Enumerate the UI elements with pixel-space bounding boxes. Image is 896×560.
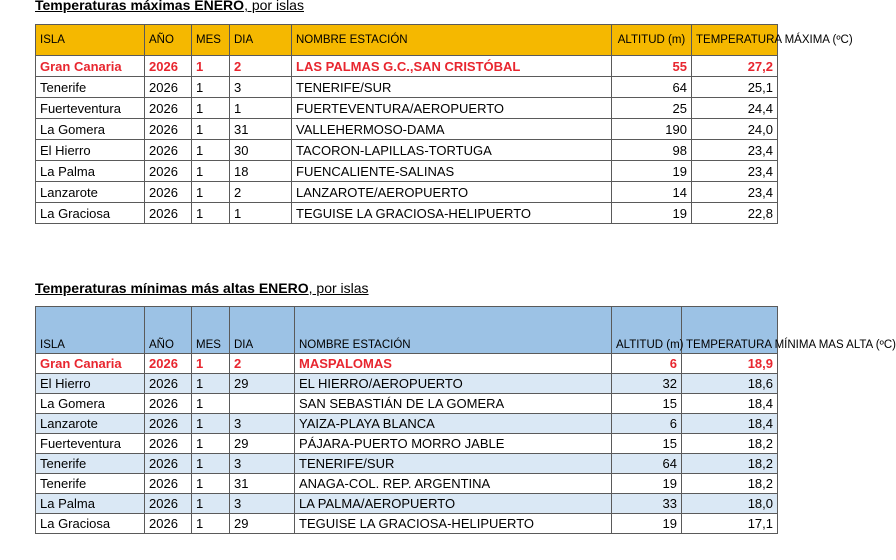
cell-anio: 2026: [145, 77, 192, 98]
cell-estacion: VALLEHERMOSO-DAMA: [292, 119, 612, 140]
table-row: [36, 77, 778, 98]
min-temps-header-row: [36, 307, 778, 354]
cell-anio: 2026: [145, 119, 192, 140]
cell-temperatura: 18,4: [682, 394, 778, 414]
cell-temperatura: 23,4: [692, 182, 778, 203]
cell-estacion: TENERIFE/SUR: [292, 77, 612, 98]
table-row: [36, 514, 778, 534]
cell-dia: 3: [230, 454, 295, 474]
cell-isla: El Hierro: [36, 140, 145, 161]
cell-mes: 1: [192, 414, 230, 434]
cell-temperatura: 23,4: [692, 140, 778, 161]
cell-mes: 1: [192, 98, 230, 119]
cell-isla: Tenerife: [36, 474, 145, 494]
cell-mes: 1: [192, 434, 230, 454]
cell-anio: 2026: [145, 434, 192, 454]
min-temps-table: [35, 306, 896, 534]
header-altitud: ALTITUD (m): [612, 307, 682, 354]
cell-estacion: SAN SEBASTIÁN DE LA GOMERA: [295, 394, 612, 414]
cell-mes: 1: [192, 494, 230, 514]
table-row: [36, 494, 778, 514]
table-row: [36, 394, 778, 414]
min-temps-title-rest: , por islas: [308, 280, 369, 296]
cell-mes: 1: [192, 354, 230, 374]
cell-temperatura: 17,1: [682, 514, 778, 534]
cell-isla: La Graciosa: [36, 514, 145, 534]
cell-temperatura: 23,4: [692, 161, 778, 182]
cell-temperatura: 25,1: [692, 77, 778, 98]
cell-mes: 1: [192, 454, 230, 474]
header-mes: MES: [192, 25, 230, 56]
cell-isla: Tenerife: [36, 454, 145, 474]
cell-anio: 2026: [145, 514, 192, 534]
cell-dia: 2: [230, 182, 292, 203]
cell-altitud: 19: [612, 474, 682, 494]
cell-estacion: PÁJARA-PUERTO MORRO JABLE: [295, 434, 612, 454]
cell-temperatura: 18,9: [682, 354, 778, 374]
cell-dia: 29: [230, 514, 295, 534]
header-isla: ISLA: [36, 307, 145, 354]
cell-temperatura: 18,6: [682, 374, 778, 394]
cell-isla: Fuerteventura: [36, 434, 145, 454]
table-row: [36, 434, 778, 454]
cell-temperatura: 24,4: [692, 98, 778, 119]
table-row: [36, 354, 778, 374]
cell-dia: 29: [230, 434, 295, 454]
cell-dia: 1: [230, 98, 292, 119]
header-altitud: ALTITUD (m): [612, 25, 692, 56]
cell-dia: 18: [230, 161, 292, 182]
table-row: [36, 98, 778, 119]
cell-isla: La Graciosa: [36, 203, 145, 224]
cell-anio: 2026: [145, 161, 192, 182]
cell-altitud: 64: [612, 454, 682, 474]
cell-anio: 2026: [145, 394, 192, 414]
cell-altitud: 25: [612, 98, 692, 119]
cell-dia: 3: [230, 77, 292, 98]
cell-mes: 1: [192, 474, 230, 494]
cell-isla: La Palma: [36, 494, 145, 514]
cell-temperatura: 18,0: [682, 494, 778, 514]
cell-temperatura: 18,4: [682, 414, 778, 434]
cell-estacion: TACORON-LAPILLAS-TORTUGA: [292, 140, 612, 161]
cell-mes: 1: [192, 514, 230, 534]
cell-estacion: FUENCALIENTE-SALINAS: [292, 161, 612, 182]
cell-mes: 1: [192, 203, 230, 224]
cell-anio: 2026: [145, 182, 192, 203]
table-row: [36, 454, 778, 474]
cell-estacion: MASPALOMAS: [295, 354, 612, 374]
cell-altitud: 32: [612, 374, 682, 394]
cell-anio: 2026: [145, 474, 192, 494]
cell-altitud: 14: [612, 182, 692, 203]
cell-dia: 3: [230, 414, 295, 434]
cell-altitud: 19: [612, 203, 692, 224]
cell-altitud: 64: [612, 77, 692, 98]
cell-isla: La Gomera: [36, 394, 145, 414]
table-row: [36, 140, 778, 161]
cell-estacion: LA PALMA/AEROPUERTO: [295, 494, 612, 514]
table-row: [36, 374, 778, 394]
header-dia: DIA: [230, 25, 292, 56]
cell-mes: 1: [192, 77, 230, 98]
cell-isla: Lanzarote: [36, 182, 145, 203]
table-row: [36, 56, 778, 77]
min-temps-body: [36, 354, 778, 534]
header-isla: ISLA: [36, 25, 145, 56]
cell-isla: La Gomera: [36, 119, 145, 140]
cell-mes: 1: [192, 119, 230, 140]
cell-mes: 1: [192, 140, 230, 161]
cell-altitud: 15: [612, 394, 682, 414]
cell-dia: 30: [230, 140, 292, 161]
table-row: [36, 182, 778, 203]
cell-altitud: 19: [612, 161, 692, 182]
header-temperatura: TEMPERATURA MÍNIMA MAS ALTA (ºC): [682, 307, 778, 354]
cell-isla: Tenerife: [36, 77, 145, 98]
table-row: [36, 474, 778, 494]
header-estacion: NOMBRE ESTACIÓN: [295, 307, 612, 354]
cell-altitud: 15: [612, 434, 682, 454]
header-temperatura: TEMPERATURA MÁXIMA (ºC): [692, 25, 778, 56]
cell-estacion: YAIZA-PLAYA BLANCA: [295, 414, 612, 434]
cell-estacion: FUERTEVENTURA/AEROPUERTO: [292, 98, 612, 119]
cell-estacion: TEGUISE LA GRACIOSA-HELIPUERTO: [292, 203, 612, 224]
cell-dia: 31: [230, 119, 292, 140]
cell-anio: 2026: [145, 374, 192, 394]
cell-dia: 1: [230, 203, 292, 224]
cell-anio: 2026: [145, 414, 192, 434]
cell-altitud: 33: [612, 494, 682, 514]
cell-anio: 2026: [145, 56, 192, 77]
cell-dia: 2: [230, 56, 292, 77]
cell-isla: Gran Canaria: [36, 56, 145, 77]
cell-estacion: LANZAROTE/AEROPUERTO: [292, 182, 612, 203]
cell-dia: 2: [230, 354, 295, 374]
table-row: [36, 119, 778, 140]
header-dia: DIA: [230, 307, 295, 354]
cell-estacion: TENERIFE/SUR: [295, 454, 612, 474]
cell-altitud: 6: [612, 354, 682, 374]
max-temps-table: [35, 24, 853, 224]
cell-anio: 2026: [145, 354, 192, 374]
header-anio: AÑO: [145, 25, 192, 56]
cell-dia: 29: [230, 374, 295, 394]
cell-mes: 1: [192, 161, 230, 182]
cell-isla: La Palma: [36, 161, 145, 182]
table-row: [36, 414, 778, 434]
cell-altitud: 98: [612, 140, 692, 161]
cell-estacion: ANAGA-COL. REP. ARGENTINA: [295, 474, 612, 494]
cell-isla: Fuerteventura: [36, 98, 145, 119]
cell-anio: 2026: [145, 140, 192, 161]
cell-dia: 31: [230, 474, 295, 494]
header-mes: MES: [192, 307, 230, 354]
cell-dia: [230, 394, 295, 414]
header-anio: AÑO: [145, 307, 192, 354]
cell-estacion: TEGUISE LA GRACIOSA-HELIPUERTO: [295, 514, 612, 534]
max-temps-title-rest: , por islas: [244, 0, 304, 13]
header-estacion: NOMBRE ESTACIÓN: [292, 25, 612, 56]
cell-dia: 3: [230, 494, 295, 514]
cell-anio: 2026: [145, 98, 192, 119]
cell-altitud: 6: [612, 414, 682, 434]
cell-estacion: LAS PALMAS G.C.,SAN CRISTÓBAL: [292, 56, 612, 77]
cell-temperatura: 18,2: [682, 434, 778, 454]
cell-isla: El Hierro: [36, 374, 145, 394]
min-temps-title-bold: Temperaturas mínimas más altas ENERO: [35, 280, 309, 296]
max-temps-header-row: [36, 25, 778, 56]
cell-anio: 2026: [145, 494, 192, 514]
max-temps-body: [36, 56, 778, 224]
cell-estacion: EL HIERRO/AEROPUERTO: [295, 374, 612, 394]
cell-isla: Gran Canaria: [36, 354, 145, 374]
cell-anio: 2026: [145, 454, 192, 474]
cell-isla: Lanzarote: [36, 414, 145, 434]
cell-altitud: 55: [612, 56, 692, 77]
cell-anio: 2026: [145, 203, 192, 224]
cell-mes: 1: [192, 182, 230, 203]
cell-temperatura: 18,2: [682, 454, 778, 474]
cell-mes: 1: [192, 56, 230, 77]
cell-temperatura: 27,2: [692, 56, 778, 77]
cell-mes: 1: [192, 394, 230, 414]
min-temps-title: [35, 280, 369, 296]
cell-temperatura: 18,2: [682, 474, 778, 494]
max-temps-title: [35, 0, 304, 13]
cell-temperatura: 24,0: [692, 119, 778, 140]
cell-altitud: 190: [612, 119, 692, 140]
cell-mes: 1: [192, 374, 230, 394]
table-row: [36, 203, 778, 224]
max-temps-title-bold: Temperaturas máximas ENERO: [35, 0, 245, 13]
cell-altitud: 19: [612, 514, 682, 534]
cell-temperatura: 22,8: [692, 203, 778, 224]
table-row: [36, 161, 778, 182]
